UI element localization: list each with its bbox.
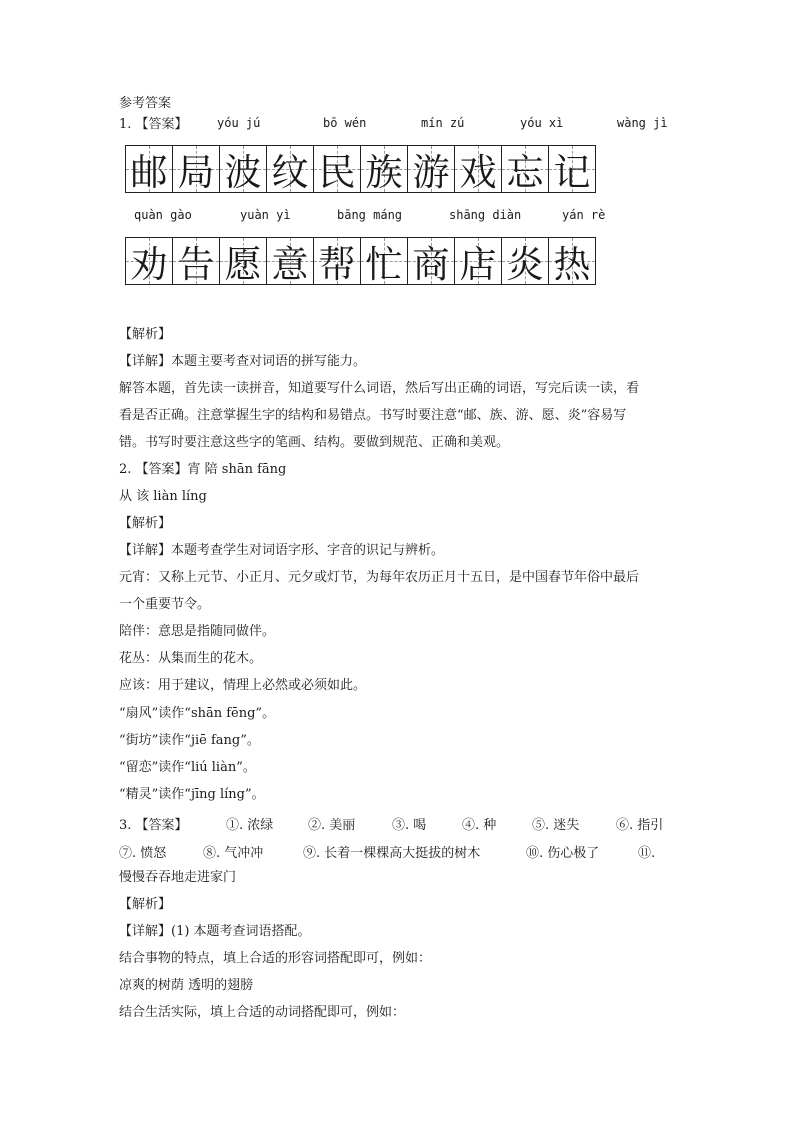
q2-answer-line-2: 从 该 liàn líng	[119, 489, 207, 504]
grid-cell: 戏	[454, 145, 502, 193]
q2-paragraph: “留恋”读作“liú liàn”。	[119, 760, 256, 775]
q2-analysis-heading: 【解析】	[119, 516, 172, 531]
q1-paragraph: 解答本题，首先读一读拼音，知道要写什么词语，然后写出正确的词语，写完后读一读，看	[119, 381, 640, 396]
q2-detail: 【详解】本题考查学生对词语字形、字音的识记与辨析。	[119, 543, 445, 558]
pinyin: yuàn yì	[240, 208, 291, 222]
q3-answer: ①. 浓绿	[226, 818, 274, 833]
pinyin: quàn gào	[134, 208, 192, 222]
q3-answer: ⑩. 伤心极了	[526, 846, 600, 861]
grid-cell: 忘	[501, 145, 549, 193]
q2-paragraph: “精灵”读作“jīng líng”。	[119, 787, 265, 802]
grid-cell: 记	[548, 145, 596, 193]
q2-paragraph: “街坊”读作“jiē fang”。	[119, 733, 260, 748]
q1-paragraph: 看是否正确。注意掌握生字的结构和易错点。书写时要注意“邮、族、游、愿、炎”容易写	[119, 408, 627, 423]
q2-paragraph: 花丛：从集而生的花木。	[119, 651, 263, 666]
q2-paragraph: “扇风”读作“shān fēng”。	[119, 706, 276, 721]
q3-analysis-heading: 【解析】	[119, 897, 172, 912]
grid-cell: 热	[548, 237, 596, 285]
q3-label: 3. 【答案】	[119, 818, 188, 833]
q3-answer-continued: 慢慢吞吞地走进家门	[119, 870, 237, 885]
grid-cell: 店	[454, 237, 502, 285]
writing-grid-row-2	[125, 237, 596, 285]
grid-cell: 族	[360, 145, 408, 193]
grid-cell: 帮	[313, 237, 361, 285]
q2-answer-line-1: 2. 【答案】宵 陪 shān fāng	[119, 462, 287, 477]
pinyin: yóu xì	[520, 116, 564, 130]
pinyin: wàng jì	[617, 116, 668, 130]
pinyin: yóu jú	[217, 116, 261, 130]
q1-paragraph: 错。书写时要注意这些字的笔画、结构。要做到规范、正确和美观。	[119, 435, 510, 450]
grid-cell: 愿	[219, 237, 267, 285]
q2-paragraph: 一个重要节令。	[119, 597, 211, 612]
q3-answer: ③. 喝	[392, 818, 427, 833]
grid-cell: 炎	[501, 237, 549, 285]
q2-paragraph: 元宵：又称上元节、小正月、元夕或灯节，为每年农历正月十五日，是中国春节年俗中最后	[119, 570, 640, 585]
pinyin: bō wén	[323, 116, 367, 130]
pinyin: yán rè	[562, 208, 606, 222]
q1-detail: 【详解】本题主要考查对词语的拼写能力。	[119, 354, 367, 369]
grid-cell: 纹	[266, 145, 314, 193]
pinyin: mín zú	[421, 116, 465, 130]
pinyin: shāng diàn	[449, 208, 522, 222]
grid-cell: 局	[172, 145, 220, 193]
q2-paragraph: 应该：用于建议，情理上必然或必须如此。	[119, 678, 367, 693]
q3-answer: ⑧. 气冲冲	[203, 846, 264, 861]
q1-analysis-heading: 【解析】	[119, 327, 172, 342]
q3-detail: 【详解】(1) 本题考查词语搭配。	[119, 924, 311, 939]
pinyin: bāng máng	[337, 208, 403, 222]
q3-paragraph: 结合事物的特点，填上合适的形容词搭配即可，例如：	[119, 951, 432, 966]
q2-paragraph: 陪伴：意思是指随同做伴。	[119, 624, 276, 639]
writing-grid-row-1	[125, 145, 596, 193]
q3-answer: ⑦. 愤怒	[119, 846, 167, 861]
grid-cell: 商	[407, 237, 455, 285]
q3-answer: ②. 美丽	[308, 818, 356, 833]
grid-cell: 意	[266, 237, 314, 285]
q3-answer: ⑤. 迷失	[532, 818, 580, 833]
q3-answer: ⑨. 长着一棵棵高大挺拔的树木	[303, 846, 481, 861]
grid-cell: 波	[219, 145, 267, 193]
grid-cell: 邮	[125, 145, 173, 193]
grid-cell: 游	[407, 145, 455, 193]
q3-answer: ④. 种	[462, 818, 497, 833]
grid-cell: 劝	[125, 237, 173, 285]
grid-cell: 告	[172, 237, 220, 285]
page-header: 参考答案	[119, 96, 172, 111]
q3-paragraph: 凉爽的树荫 透明的翅膀	[119, 978, 254, 993]
grid-cell: 民	[313, 145, 361, 193]
q1-label: 1. 【答案】	[119, 117, 188, 132]
q3-answer: ⑥. 指引	[616, 818, 664, 833]
q3-paragraph: 结合生活实际，填上合适的动词搭配即可，例如：	[119, 1005, 406, 1020]
q3-answer: ⑪.	[638, 846, 656, 861]
grid-cell: 忙	[360, 237, 408, 285]
